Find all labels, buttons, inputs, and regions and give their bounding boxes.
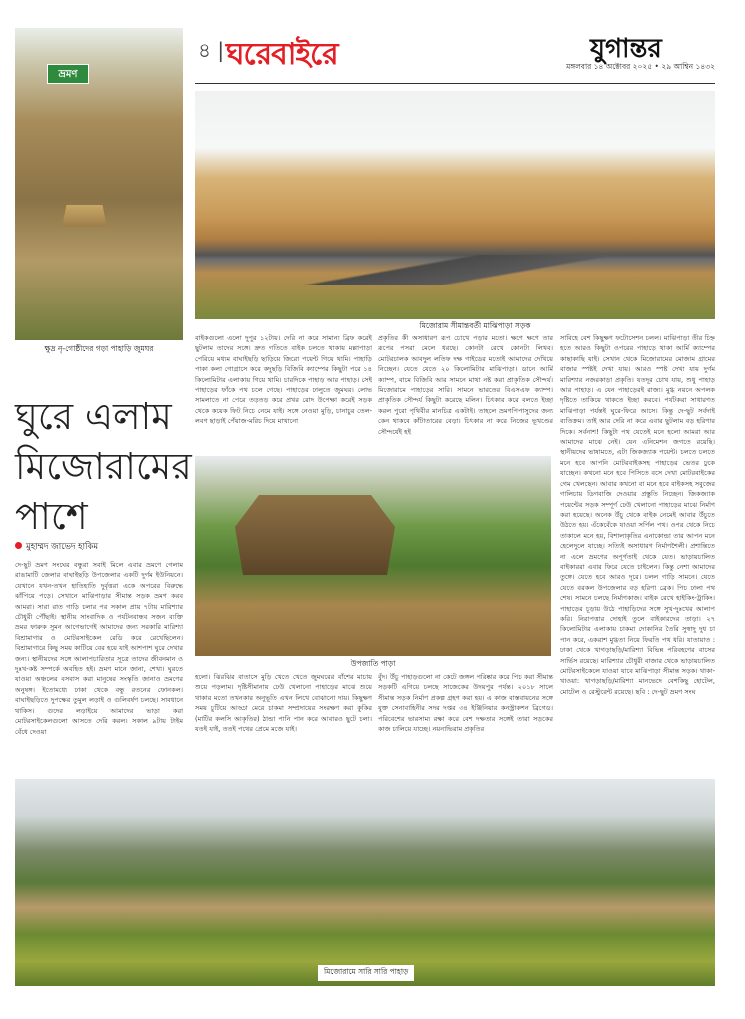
village-hut-shape (235, 495, 395, 575)
article-body-column: বাইকগুলো এলো দুপুর ১২টায়। দেরি না করে সামান্য ব্রিফ করেই ছুটলাম তাদের সঙ্গে। দ্রুত গতিতে বাইক চলতে থাকায় মল্লাপাড়া পেরিয়ে মধ্যম বাঘাইছড়ি ছাড়িয়ে জিরো পয়েন্ট গিয়ে থামি। পাহাড়ি পাকা কলা গোগ্রাসে করে কদুছড়ি বিজিবি ক্যাম্পের কিছুটা পরে ১৪ কিলোমিটার এলাকায় গিয়ে থামি। চারদিকে পাহাড় আর পাহাড়। সেই পাহাড়ের ফাঁকে পথ চলে গেছে। পাহাড়ের ঢালুতে জুমঘর। লোভ সামলাতে না পেরে তড়তড় করে প্রখর রোদ উপেক্ষা করেই সড়ক থেকে কয়েক ফিট নিচে নেমে যাই। সঙ্গে নেওয়া মুড়ি, চানাচুর তেল-লবণ ছাড়াই পেঁয়াজ-মরিচ দিয়ে মাখানো (195, 334, 372, 426)
photo-caption: উপজাতি পাড়া (350, 659, 396, 668)
issue-date: মঙ্গলবার ১৪ অক্টোবর ২০২৫ • ২৯ আশ্বিন ১৪৩২ (566, 62, 715, 71)
photo-caption: মিজোরামে সারি সারি পাহাড় (318, 965, 414, 981)
article-body-column: সাবিহে বেশ কিছুক্ষণ ফটোসেশন চলল। মাঝিপাড়া তীর চিহ্ন হতে আরও কিছুটা ওপরের পাহাড়ে থাকা আর্মি ক্যাম্পের কাছাকাছি যাই। সেখান থেকে মিজোরামের মোজাম গ্রামের বাজার স্পষ্টই দেখা যায়। আরও স্পষ্ট দেখা যায় দুর্গম মারিশ্যার নজরকাড়া প্রকৃতি। যতদূর চোখ যায়, শুধু পাহাড় আর পাহাড়। এ যেন পাহাড়েরই রাজ্য। মুগ্ধ নয়নে অপলক দৃষ্টিতে তাকিয়ে থাকতে ইচ্ছা করবে। পর্যটকরা সাধারণত মাঝিপাড়া পর্যন্তই ঘুরে-ফিরে আসে। কিন্তু দে-ছুট সর্বদাই ব্যতিক্রম। তাই আর দেরি না করে এবার ছুটলাম বড় হরিণার দিকে। সর্বনাশ! কিছুটা পথ যেতেই মনে হলো আমরা আর আমাদের মাঝে নেই। যেন এনিমেশন জগতে রয়েছি। স্থানীয়দের ভাষামতে, এটা জিকজ্যাক পয়েন্ট। চলতে চলতে মনে হবে আপনি মোটরবাইকসহ পাহাড়ের ভেতর ঢুকে যাচ্ছেন। কখনো মনে হবে পিসিতে বসে দেখা মোটরবাইকের গেম খেলছেন। আবার কখনো বা মনে হবে বাইকসহ সবুজের গালিচায় ডিগবাজি দেওয়ার প্রস্তুতি নিচ্ছেন। জিকজ্যাক পয়েন্টের সড়ক সম্পূর্ণ ঢেউ খেলানো পাহাড়ের মাঝে নির্মাণ করা হয়েছে। অনেক উঁচু থেকে বাইক নেমেই আবার উঁচুতে উঠতে হয়। এঁকেবেঁকে যাওয়া সর্পিল পথ। ওপর থেকে নিচে তাকালে মনে হয়, বিশালাকৃতির এনাকোন্ডা তার আপন মনে হেলেদুলে যাচ্ছে। সত্যিই অসাধারণ নির্মাণশৈলী। প্রশান্তিতে না এলে ভ্রমণের অপূর্ণতাই থেকে যেত। ভাড়ায়চালিত বাইকাররা এবার ফিরে যেতে চাইলেন। কিন্তু নেশা আমাদের তুঙ্গে। যেতে হবে আরও দূরে। চলল গাড়ি সামনে। যেতে যেতে বরকল উপজেলার বড় হরিণা ব্রেক। পিচ ঢালা পথ শেষ। সামনে চলছে নির্মাণকাজ। বাইক রেখে হাইকিং-ট্রাকিং। পাহাড়ের চূড়ায় উঠে পাহাড়িদের সঙ্গে সুখ-দুঃখের আলাপ করি। নিরাপত্তার দোহাই তুলে বাইকারদের তাড়া। ২৭ কিলোমিটার এলাকায় চাকমা দোকানির তৈরি সুস্বাদু দুধ চা পান করে, একরাশ মুগ্ধতা নিয়ে ফিরতি পথ ধরি। যাতায়াত : ঢাকা থেকে খাগড়াছড়ি/মারিশ্যা বিভিন্ন পরিবহণের বাসের সার্ভিস রয়েছে। মারিশ্যার চৌধুরী বাজার থেকে ভাড়ায়চালিত মোটরসাইকেলে যাওয়া যাবে মাঝিপাড়া সীমান্ত সড়ক। থাকা-খাওয়া: খাগড়াছড়ি/মারিশ্যা মানভেদে বেশকিছু হোটেল, মোটেল ও রেস্টুরেন্ট রয়েছে। ছবি : দে-ছুট ভ্রমণ সংঘ (560, 334, 715, 696)
article-body-column: দে-ছুট ভ্রমণ সংঘের বন্ধুরা সবাই মিলে এবার ভ্রমণে গেলাম রাঙামাটি জেলার বাঘাইছড়ি উপজেলার একটি দুর্গম ইউনিয়নে। যেখানে যখন-তখন হাতিহাতি দুর্বৃত্তরা একে অপরের বিরুদ্ধে ঝাঁপিয়ে পড়ে। সেখানে মাঝিপাড়ার সীমান্ত সড়ক ভ্রমণ করব আমরা। সারা রাত গাড়ি চলার পর সকাল প্রায় ৭টায় মারিশ্যার চৌধুরী পৌঁছাই। স্থানীয় সাংবাদিক ও পর্যটনবান্ধব সজন ব্যক্তি ভ্রমর ফারুক সুমন আগেভাগেই আমাদের জন্য সরকারি মারিশ্যা বিশ্রামাগার ও মোটরসাইকেল রেডি করে রেখেছিলেন। বিশ্রামাগারে কিছু সময় কাটিয়ে বের হয়ে যাই আশপাশ ঘুরে দেখার জন্য। স্থানীয়দের সঙ্গে আলাপচারিতার সূত্রে তাদের জীবনমান ও দুঃখ-কষ্ট সম্পর্কে অবহিত হই। ভ্রমণ মানে জানা, শেখা। ঘুরতে যাওয়া অঞ্চলের বসবাস করা মানুষের সংস্কৃতি জানাও ভ্রমণের অনুষঙ্গ। ইতোমধ্যে ঢাকা থেকে বন্ধু রতনের ফোনকল। বাঘাইছড়িতে দুপক্ষের তুমুল লড়াই ও গুলিবর্ষণ চলছে। সাবধানে থাকিস। গুদের লড়াইয়ে আমাদের ভাড়া করা মোটরসাইকেলগুলো আসতে দেরি করল। সকাল ৯টায় টাইম বেঁধে দেওয়া (15, 561, 183, 736)
page-number: ৪ | (198, 38, 225, 62)
hills-panorama-photo (15, 779, 715, 986)
section-logo: ঘরেবাইরে (226, 37, 338, 72)
road-shape (195, 255, 715, 285)
bullet-icon (15, 542, 22, 549)
photo-caption: মিজোরাম সীমান্তবর্তী মাঝিপাড়া সড়ক (419, 321, 531, 330)
article-headline: ঘুরে এলাম মিজোরামের পাশে (15, 395, 192, 538)
newspaper-masthead: যুগান্তর (590, 34, 662, 64)
photo-caption: ক্ষুদ্র নৃ-গোষ্ঠীদের গড়া পাহাড়ি জুমঘর (44, 344, 154, 353)
article-body-column: প্রকৃতির কী অসাধারণ রূপ চোখে পড়ার মতো। ক্ষণে ক্ষণে তার রূপের পসরা মেলে ধরছে। কোনটা রেখে কোনটা লিখব। মোটরচালক আবদুল লতিফ দক্ষ গাইডের মতোই আমাদের দেখিয়ে নিচ্ছেন। যেতে যেতে ২০ কিলোমিটার মাঝিপাড়া। ডানে আর্মি ক্যাম্প, বামে বিজিবি আর সামনে মাথা নষ্ট করা প্রাকৃতিক সৌন্দর্য। মিজোরামে পাহাড়ের সারি। সামনে ভারতের বিএসএফ ক্যাম্প। প্রাকৃতিক সৌন্দর্য কিছুটা করেছে মলিন। চিৎকার করে বলতে ইচ্ছা করল পুরো পৃথিবীর মানচিত্র একটাই। তাহলে ভ্রমণপিপাসুদের জন্য কেন থাকবে কাঁটাতারের বেড়া। চিৎকার না করে নিজের ভূখণ্ডের সৌন্দর্যেই হই (378, 334, 553, 436)
category-tag: ভ্রমণ (47, 64, 89, 84)
header-divider (195, 83, 715, 84)
jhum-hut-photo (15, 28, 183, 340)
article-body-column: বুঁদ। উঁচু পাহাড়গুলো না কেটে জঙ্গল পরিষ্কার করে পিচ করা সীমান্ত সড়কটি এগিয়ে চলছে সাজেকের উদয়পুর পর্যন্ত। ২০১৮ সালে সীমান্ত সড়ক নির্মাণ প্রকল্প গ্রহণ করা হয়। এ কাজ বাস্তবায়নের সঙ্গে যুক্ত সেনাবাহিনীর সদর দপ্তর ৩৪ ইঞ্জিনিয়ার কনস্ট্রাকশন ব্রিগেড। পরিবেশের ভারসাম্য রক্ষা করে বেশ দক্ষতার সঙ্গেই তারা সড়কের কাজ চালিয়ে যাচ্ছে। নয়নাভিরাম প্রকৃতির (378, 673, 553, 734)
author-name: মুহাম্মদ জাভেদ হাকিম (26, 542, 99, 552)
article-body-column: হলো। ঝিরঝির বাতাসে মুড়ি খেতে খেতে জুমঘরের বাঁশের মাচায় শুয়ে পড়লাম। দৃষ্টিসীমানায় ঢেউ খেলানো পাহাড়ের মাঝে শুয়ে থাকার মতো তখনকার অনুভূতি এখন লিখে বোঝানো দায়। কিছুক্ষণ সময় চুটিয়ে আড্ডা মেরে চাকমা সম্প্রদায়ের সংরক্ষণ করা কুকির (মাটির কলসি আকৃতির) ঠান্ডা পানি পান করে আবারও ছুটে চলা। যতই যাই, ততই পথের প্রেমে মজে যাই। (195, 673, 372, 734)
byline (15, 540, 98, 554)
